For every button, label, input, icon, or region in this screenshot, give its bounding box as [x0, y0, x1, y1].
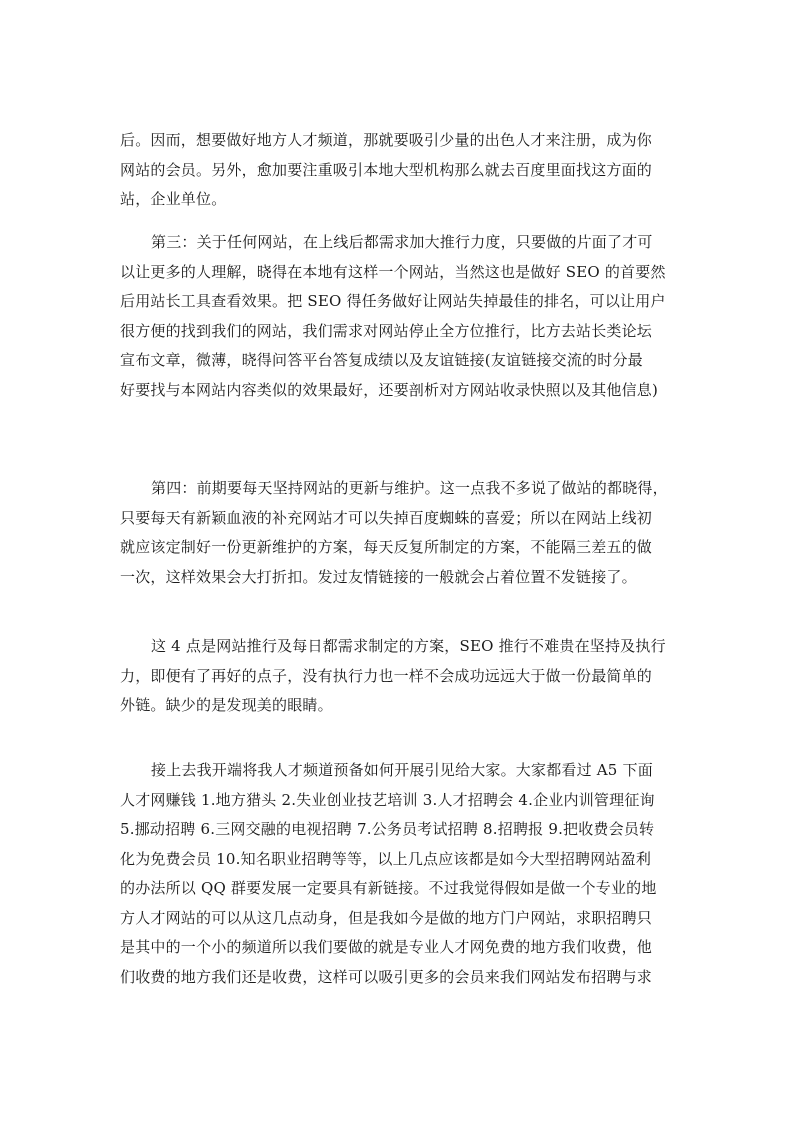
- text-line: 就应该定制好一份更新维护的方案，每天反复所制定的方案，不能隔三差五的做: [120, 538, 653, 556]
- text-line: 宣布文章，微薄，晓得问答平台答复成绩以及友谊链接(友谊链接交流的时分最: [120, 351, 643, 369]
- text-line: 的办法所以 QQ 群要发展一定要具有新链接。不过我觉得假如是做一个专业的地: [120, 879, 657, 897]
- text-line: 一次，这样效果会大打折扣。发过友情链接的一般就会占着位置不发链接了。: [120, 567, 637, 586]
- text-line: 好要找与本网站内容类似的效果最好，还要剖析对方网站收录快照以及其他信息): [120, 380, 659, 399]
- paragraph-4: [120, 632, 676, 721]
- text-line: 接上去我开端将我人才频道预备如何开展引见给大家。大家都看过 A5 下面: [151, 761, 653, 779]
- text-line: 以让更多的人理解，晓得在本地有这样一个网站，当然这也是做好 SEO 的首要然: [120, 262, 666, 281]
- paragraph-1: [120, 126, 676, 215]
- text-line: 只要每天有新颖血液的补充网站才可以失掉百度蜘蛛的喜爱；所以在网站上线初: [120, 508, 653, 527]
- text-line: 5.挪动招聘 6.三网交融的电视招聘 7.公务员考试招聘 8.招聘报 9.把收费会员转: [120, 820, 655, 838]
- text-line: 后。因而，想要做好地方人才频道，那就要吸引少量的出色人才来注册，成为你: [120, 131, 653, 149]
- text-line: 外链。缺少的是发现美的眼睛。: [120, 696, 333, 714]
- paragraph-3: [120, 474, 676, 592]
- text-line: 化为免费会员 10.知名职业招聘等等，以上几点应该都是如今大型招聘网站盈利: [120, 849, 652, 868]
- text-line: 力，即便有了再好的点子，没有执行力也一样不会成功远远大于做一份最简单的: [120, 666, 653, 685]
- text-line: 方人才网站的可以从这几点动身，但是我如今是做的地方门户网站，求职招聘只: [120, 908, 653, 927]
- text-line: 们收费的地方我们还是收费，这样可以吸引更多的会员来我们网站发布招聘与求: [120, 967, 653, 986]
- text-line: 很方便的找到我们的网站，我们需求对网站停止全方位推行，比方去站长类论坛: [120, 321, 653, 340]
- text-line: 站，企业单位。: [120, 190, 227, 208]
- text-line: 这 4 点是网站推行及每日都需求制定的方案，SEO 推行不难贵在坚持及执行: [151, 637, 666, 655]
- paragraph-5: [120, 756, 676, 992]
- text-line: 第四：前期要每天坚持网站的更新与维护。这一点我不多说了做站的都晓得，: [151, 479, 668, 497]
- text-line: 第三：关于任何网站，在上线后都需求加大推行力度，只要做的片面了才可: [151, 233, 653, 251]
- text-line: 后用站长工具查看效果。把 SEO 得任务做好让网站失掉最佳的排名，可以让用户: [120, 292, 666, 310]
- text-line: 人才网赚钱 1.地方猎头 2.失业创业技艺培训 3.人才招聘会 4.企业内训管理征询: [120, 790, 655, 809]
- text-line: 网站的会员。另外，愈加要注重吸引本地大型机构那么就去百度里面找这方面的: [120, 160, 653, 179]
- paragraph-2: [120, 228, 676, 405]
- text-line: 是其中的一个小的频道所以我们要做的就是专业人才网免费的地方我们收费，他: [120, 938, 653, 956]
